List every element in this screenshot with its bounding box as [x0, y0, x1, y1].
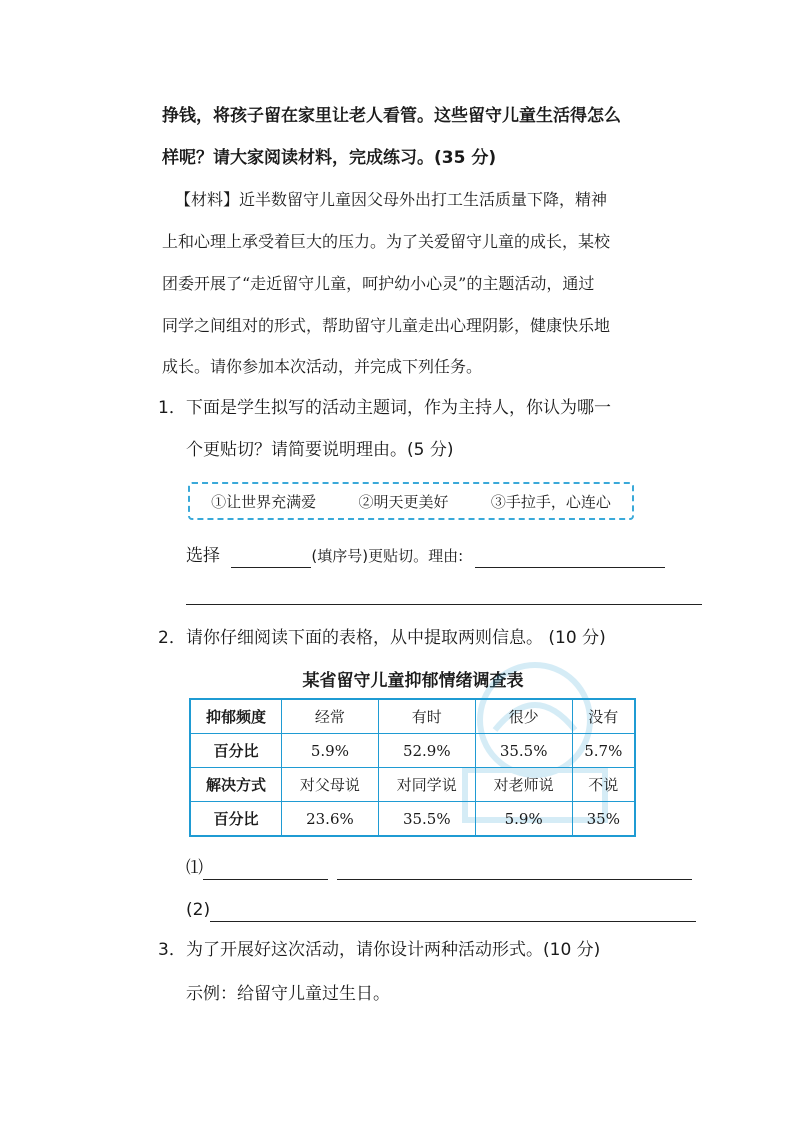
q1-reason-line-2[interactable]: [186, 604, 702, 605]
table-row: [190, 734, 635, 768]
table-cell: 不说: [572, 768, 635, 802]
table-cell: 35%: [572, 802, 635, 837]
table-cell: 很少: [475, 699, 572, 734]
table-cell: 经常: [282, 699, 379, 734]
material-line-2: 上和心理上承受着巨大的压力。为了关爱留守儿童的成长，某校: [162, 232, 611, 251]
table-cell: 5.9%: [282, 734, 379, 768]
q3-text: 为了开展好这次活动，请你设计两种活动形式。(10 分): [186, 940, 601, 960]
q3-example: 示例：给留守儿童过生日。: [186, 984, 390, 1004]
theme-option-1: ①让世界充满爱: [211, 492, 317, 511]
q2-answer-2-blank[interactable]: [210, 903, 696, 922]
material-line-3: 团委开展了“走近留守儿童，呵护幼小心灵”的主题活动，通过: [162, 274, 595, 293]
table-cell: 23.6%: [282, 802, 379, 837]
q1-answer-line: [186, 544, 665, 568]
table-cell: 有时: [378, 699, 475, 734]
table-title: 某省留守儿童抑郁情绪调查表: [302, 671, 524, 691]
q2-answer-2-label: (2): [186, 900, 211, 920]
table-row: [190, 802, 635, 837]
q1-answer-middle: (填序号)更贴切。理由:: [311, 547, 464, 565]
intro-line-2: 样呢？请大家阅读材料，完成练习。(35 分): [162, 148, 497, 168]
q2-answer-2: [186, 898, 696, 922]
q1-number: 1．: [158, 398, 186, 418]
table-cell: 52.9%: [378, 734, 475, 768]
survey-table: [189, 698, 636, 837]
table-cell: 对同学说: [378, 768, 475, 802]
table-cell: 5.9%: [475, 802, 572, 837]
theme-options-box: [188, 482, 634, 520]
q2-answer-1-label: ⑴: [186, 858, 203, 878]
q2-answer-1-blank-a[interactable]: [203, 861, 328, 880]
q1-line-2: 个更贴切？请简要说明理由。(5 分): [186, 440, 454, 460]
q1-line-1: 下面是学生拟写的活动主题词，作为主持人，你认为哪一: [186, 398, 611, 418]
q2-text: 请你仔细阅读下面的表格，从中提取两则信息。 (10 分): [186, 628, 606, 648]
q3-number: 3．: [158, 940, 186, 960]
theme-option-3: ③手拉手，心连心: [490, 492, 611, 511]
table-row-head: 百分比: [190, 802, 282, 837]
q2-answer-1: [186, 856, 692, 880]
table-row: [190, 768, 635, 802]
intro-line-1: 挣钱，将孩子留在家里让老人看管。这些留守儿童生活得怎么: [162, 106, 621, 126]
table-row-head: 抑郁频度: [190, 699, 282, 734]
table-row-head: 解决方式: [190, 768, 282, 802]
q2-answer-1-blank-b[interactable]: [337, 861, 692, 880]
q2-number: 2．: [158, 628, 186, 648]
q1-choice-blank[interactable]: [231, 549, 311, 568]
table-cell: 没有: [572, 699, 635, 734]
q1-answer-prefix: 选择: [186, 546, 220, 566]
table-cell: 5.7%: [572, 734, 635, 768]
material-line-4: 同学之间组对的形式，帮助留守儿童走出心理阴影，健康快乐地: [162, 316, 611, 335]
q1-reason-blank[interactable]: [475, 549, 665, 568]
table-cell: 对父母说: [282, 768, 379, 802]
theme-option-2: ②明天更美好: [358, 492, 449, 511]
table-cell: 对老师说: [475, 768, 572, 802]
material-line-1: 【材料】近半数留守儿童因父母外出打工生活质量下降，精神: [175, 190, 608, 209]
table-cell: 35.5%: [378, 802, 475, 837]
material-line-5: 成长。请你参加本次活动，并完成下列任务。: [162, 357, 483, 376]
table-cell: 35.5%: [475, 734, 572, 768]
table-row: [190, 699, 635, 734]
table-row-head: 百分比: [190, 734, 282, 768]
